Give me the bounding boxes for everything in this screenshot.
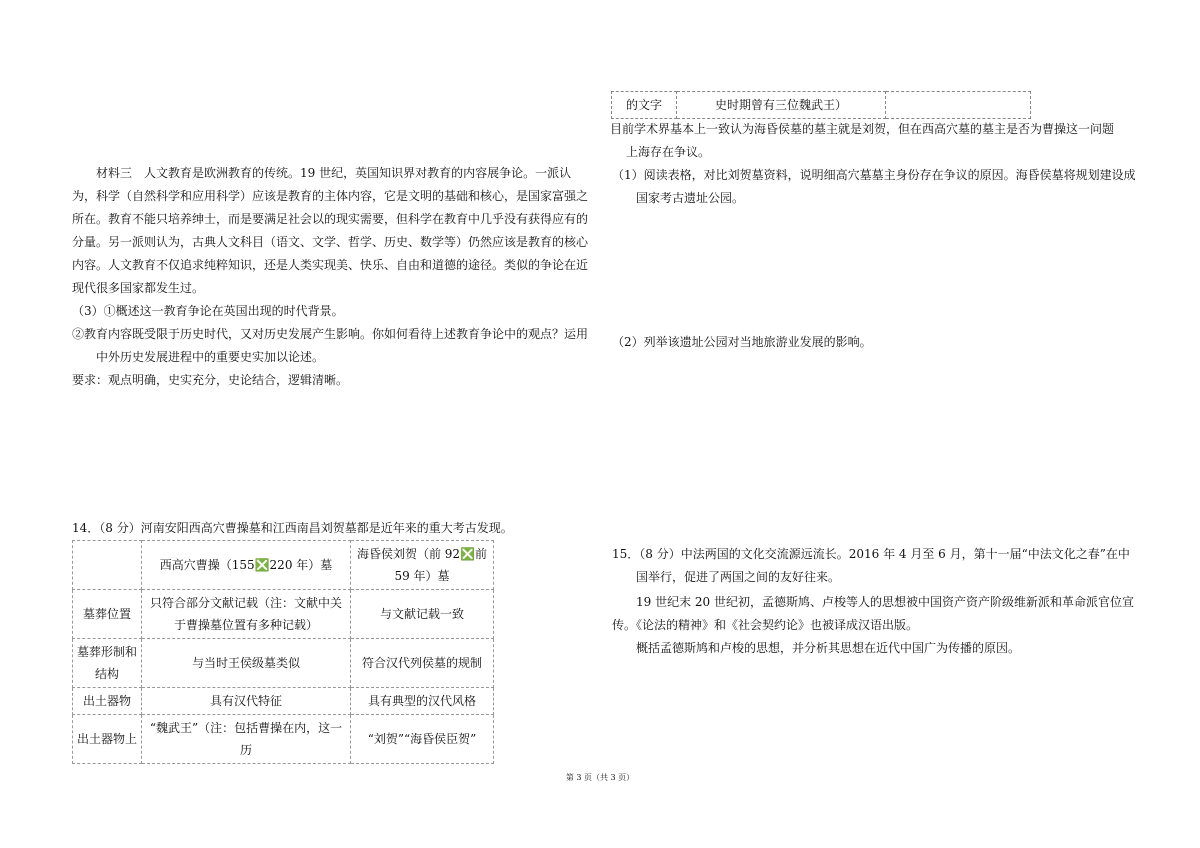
table-header-cell: 海昏侯刘贺（前 92❎前 59 年）墓 bbox=[351, 541, 494, 590]
intro-text-cont: 上海存在争议。 bbox=[626, 145, 711, 159]
table-row: 墓葬位置 只符合部分文献记载（注：文献中关于曹操墓位置有多种记载） 与文献记载一致 bbox=[73, 590, 494, 639]
page-footer: 第 3 页（共 3 页） bbox=[565, 773, 635, 782]
table-cell: 史时期曾有三位魏武王） bbox=[677, 92, 886, 119]
table-cell: 的文字 bbox=[612, 92, 677, 119]
table-header-cell bbox=[73, 541, 142, 590]
table-row: 出土器物 具有汉代特征 具有典型的汉代风格 bbox=[73, 688, 494, 715]
table-header-cell: 西高穴曹操（155❎220 年）墓 bbox=[142, 541, 351, 590]
question-1: （1）阅读表格，对比刘贺墓资料，说明细高穴墓墓主身份存在争议的原因。海昏侯墓将规划建设成国家考古遗址公园。 bbox=[612, 168, 1136, 205]
material-3: 材料三 人文教育是欧洲教育的传统。19 世纪，英国知识界对教育的内容展争论。一派认为，科学（自然科学和应用科学）应该是教育的主体内容，它是文明的基础和核心，是国家富强之所在。教育不能只培养绅士，而是要满足社会以的现实需要，但科学在教育中几乎没有获得应有的分量。另一派则认为，古典人文科目（语文、文学、哲学、历史、数学等）仍然应该是教育的核心内容。人文教育不仅追求纯粹知识，还是人类实现美、快乐、自由和道德的途径。类似的争论在近现代很多国家都发生过。 （3）①概述这一教育争论在英国出现的时代背景。 ②教育内容既受限于历史时代，又对历史发展产生影响。你如何看待上述教育争论中的观点？运用中外历史发展进程中的重要史实加以论述。 要求：观点明确，史实充分，史论结合，逻辑清晰。 bbox=[72, 162, 592, 392]
question-3-part1: （3）①概述这一教育争论在英国出现的时代背景。 bbox=[72, 304, 344, 318]
question-14: 14．（8 分）河南安阳西高穴曹操墓和江西南昌刘贺墓都是近年来的重大考古发现。 bbox=[72, 521, 513, 535]
continued-table bbox=[611, 91, 1031, 119]
tomb-comparison-table bbox=[72, 540, 494, 764]
intro-text: 目前学术界基本上一致认为海昏侯墓的墓主就是刘贺，但在西高穴墓的墓主是否为曹操这一问题 bbox=[610, 122, 1115, 136]
requirements: 要求：观点明确，史实充分，史论结合，逻辑清晰。 bbox=[72, 373, 349, 387]
table-row: 出土器物上 “魏武王”（注：包括曹操在内，这一历 “刘贺”“海昏侯臣贺” bbox=[73, 715, 494, 764]
question-3-part2: ②教育内容既受限于历史时代，又对历史发展产生影响。你如何看待上述教育争论中的观点？运用中外历史发展进程中的重要史实加以论述。 bbox=[72, 327, 589, 364]
table-row: 墓葬形制和结构 与当时王侯级墓类似 符合汉代列侯墓的规制 bbox=[73, 639, 494, 688]
question-15: 15．（8 分）中法两国的文化交流源远流长。2016 年 4 月至 6 月，第十一届“中法文化之春”在中国举行，促进了两国之间的友好往来。 19 世纪末 20 世纪初，孟德斯鸠、卢梭等人的思想被中国资产资产阶级维新派和革命派官位宣传。《论法的精神》和《社会契约论》也被译成汉语出版。 概括孟德斯鸠和卢梭的思想，并分析其思想在近代中国广为传播的原因。 bbox=[612, 547, 1134, 655]
table-cell bbox=[886, 92, 1031, 119]
right-column bbox=[612, 118, 1137, 164]
question-2: （2）列举该遗址公园对当地旅游业发展的影响。 bbox=[612, 335, 872, 349]
